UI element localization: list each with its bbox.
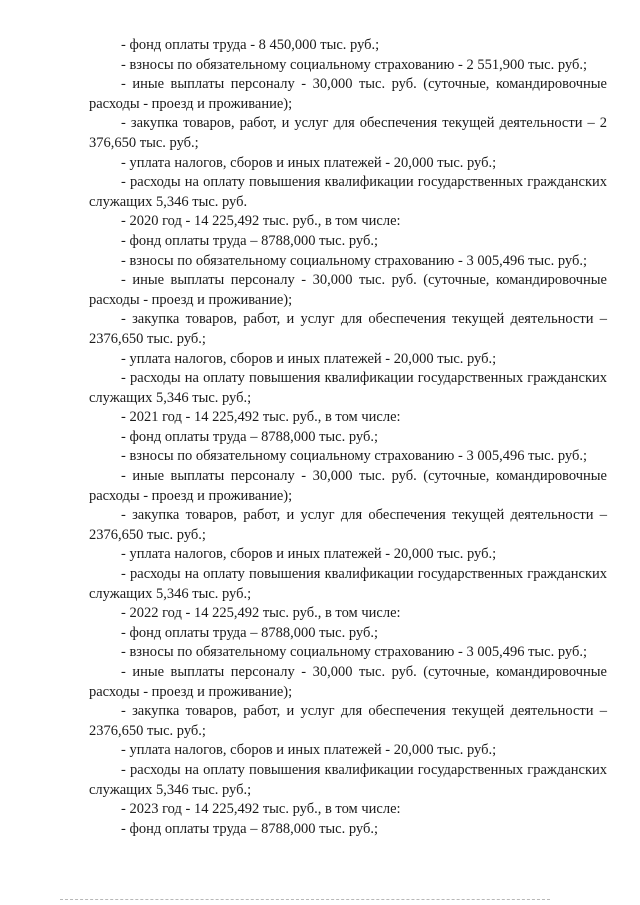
paragraph: - иные выплаты персоналу - 30,000 тыс. руб. (суточные, командировочные расходы - проезд и проживание); <box>89 272 607 308</box>
paragraph: - иные выплаты персоналу - 30,000 тыс. руб. (суточные, командировочные расходы - проезд и проживание); <box>89 76 607 112</box>
paragraph: - уплата налогов, сборов и иных платежей - 20,000 тыс. руб.; <box>121 546 497 563</box>
paragraph: - фонд оплаты труда – 8788,000 тыс. руб.; <box>121 624 379 641</box>
paragraph: - закупка товаров, работ, и услуг для обеспечения текущей деятельности – 2376,650 тыс. руб.; <box>89 507 607 543</box>
paragraph: - иные выплаты персоналу - 30,000 тыс. руб. (суточные, командировочные расходы - проезд и проживание); <box>89 468 607 504</box>
paragraph: - расходы на оплату повышения квалификации государственных гражданских служащих 5,346 тыс. руб. <box>89 174 607 210</box>
year-heading: - 2023 год - 14 225,492 тыс. руб., в том числе: <box>121 801 401 818</box>
page-bottom-edge <box>60 899 550 900</box>
paragraph: - закупка товаров, работ, и услуг для обеспечения текущей деятельности – 2376,650 тыс. руб.; <box>89 703 607 739</box>
paragraph: - взносы по обязательному социальному страхованию - 3 005,496 тыс. руб.; <box>121 644 588 661</box>
paragraph: - фонд оплаты труда - 8 450,000 тыс. руб.; <box>121 37 380 53</box>
paragraph: - закупка товаров, работ, и услуг для обеспечения текущей деятельности – 2376,650 тыс. руб.; <box>89 311 607 347</box>
paragraph: - расходы на оплату повышения квалификации государственных гражданских служащих 5,346 тыс. руб.; <box>89 566 607 602</box>
paragraph: - расходы на оплату повышения квалификации государственных гражданских служащих 5,346 тыс. руб.; <box>89 761 607 798</box>
paragraph: - фонд оплаты труда – 8788,000 тыс. руб.; <box>121 232 379 249</box>
paragraph: - иные выплаты персоналу - 30,000 тыс. руб. (суточные, командировочные расходы - проезд и проживание); <box>89 664 607 700</box>
paragraph: - фонд оплаты труда – 8788,000 тыс. руб.; <box>121 820 379 837</box>
paragraph: - уплата налогов, сборов и иных платежей - 20,000 тыс. руб.; <box>121 742 497 759</box>
paragraph: - фонд оплаты труда – 8788,000 тыс. руб.; <box>121 428 379 445</box>
paragraph: - закупка товаров, работ, и услуг для обеспечения текущей деятельности – 2 376,650 тыс. руб.; <box>89 115 607 151</box>
paragraph: - уплата налогов, сборов и иных платежей - 20,000 тыс. руб.; <box>121 350 497 367</box>
paragraph: - взносы по обязательному социальному страхованию - 2 551,900 тыс. руб.; <box>121 56 588 73</box>
year-heading: - 2021 год - 14 225,492 тыс. руб., в том числе: <box>121 409 401 426</box>
year-heading: - 2022 год - 14 225,492 тыс. руб., в том числе: <box>121 605 401 622</box>
document-page <box>89 36 607 839</box>
paragraph: - уплата налогов, сборов и иных платежей - 20,000 тыс. руб.; <box>121 154 497 171</box>
year-heading: - 2020 год - 14 225,492 тыс. руб., в том числе: <box>121 213 401 230</box>
paragraph: - взносы по обязательному социальному страхованию - 3 005,496 тыс. руб.; <box>121 448 588 465</box>
paragraph: - расходы на оплату повышения квалификации государственных гражданских служащих 5,346 тыс. руб.; <box>89 370 607 406</box>
paragraph: - взносы по обязательному социальному страхованию - 3 005,496 тыс. руб.; <box>121 252 588 269</box>
